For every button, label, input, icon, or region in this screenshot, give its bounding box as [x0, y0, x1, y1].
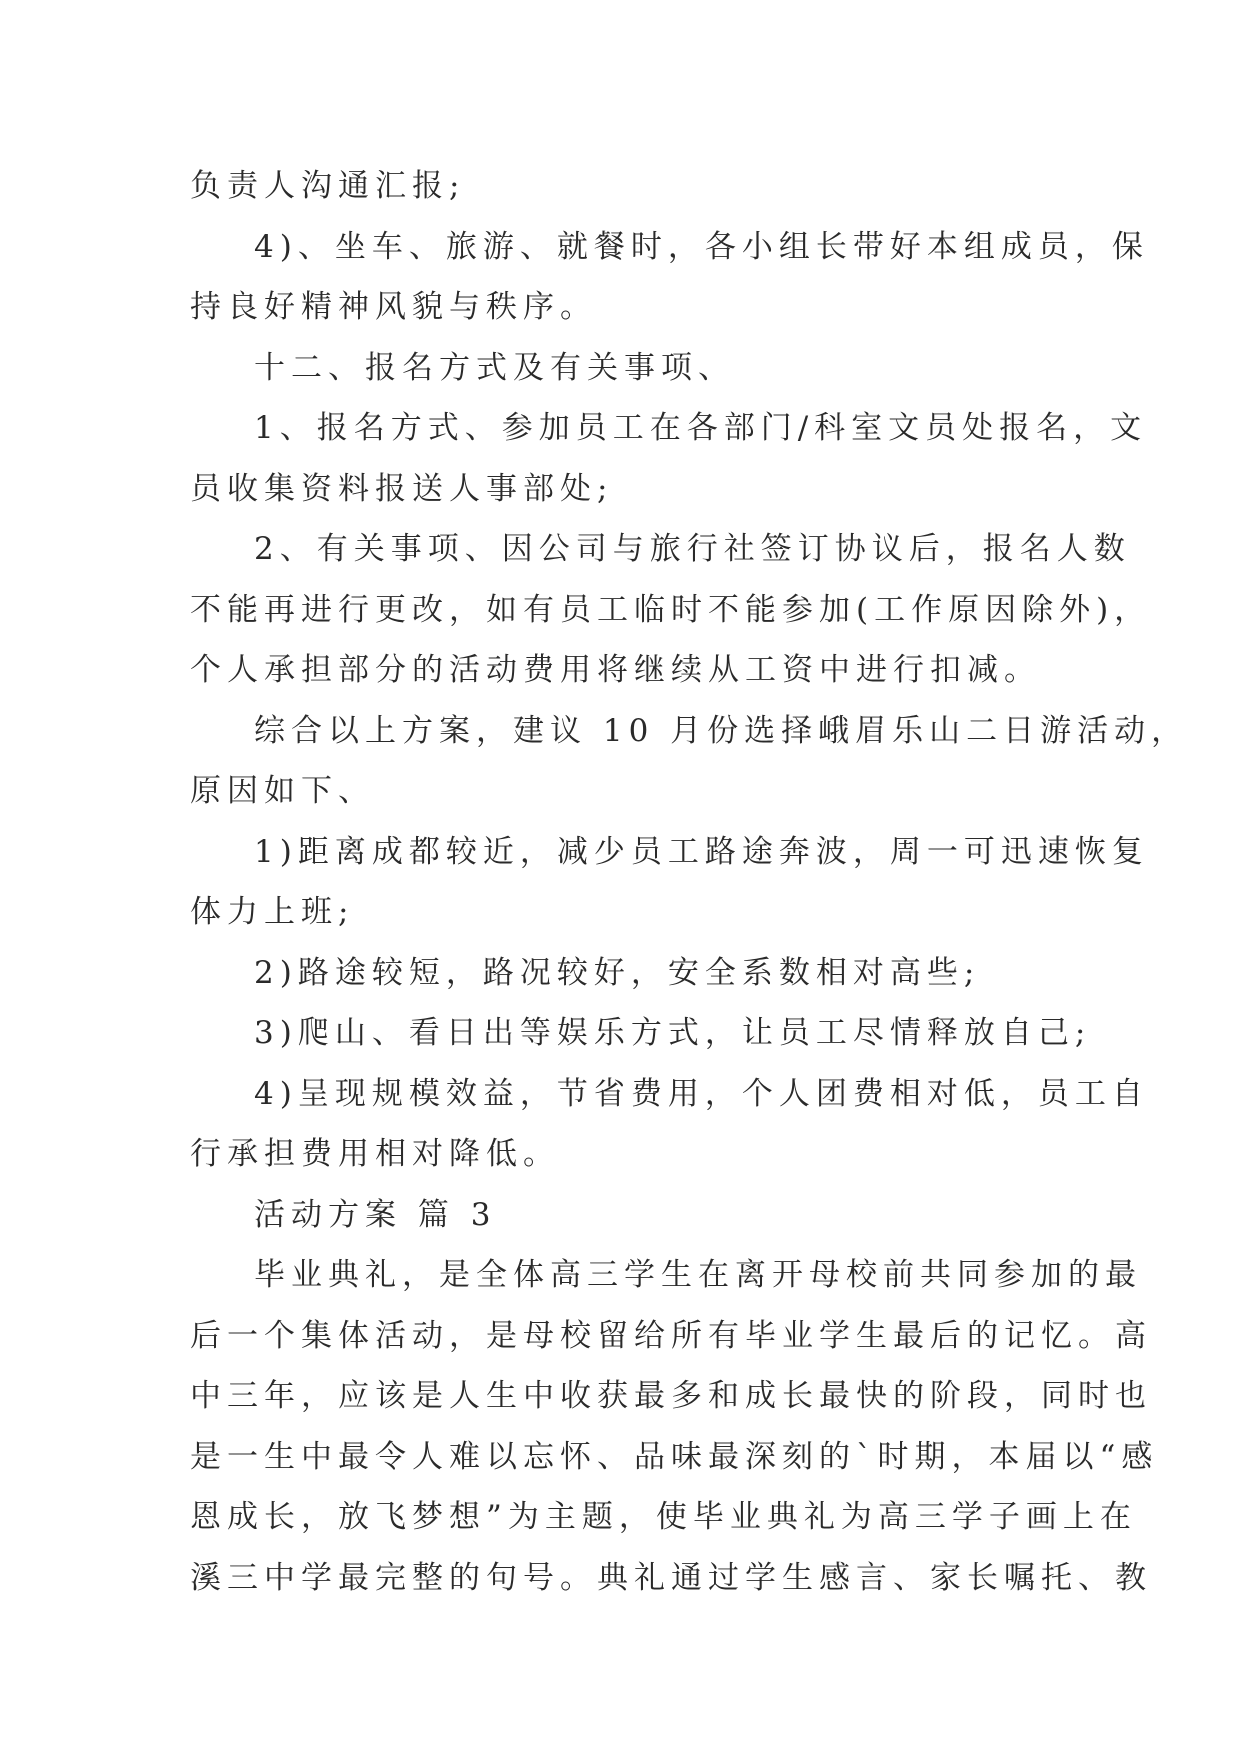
document-body — [190, 156, 1189, 1608]
list-item: 2)路途较短，路况较好，安全系数相对高些; — [254, 954, 981, 991]
text-line: 后一个集体活动，是母校留给所有毕业学生最后的记忆。高 — [190, 1317, 1152, 1354]
text-line: 负责人沟通汇报; — [190, 168, 466, 204]
text-line: 2、有关事项、因公司与旅行社签订协议后，报名人数 — [254, 531, 1131, 567]
text-line: 恩成长，放飞梦想”为主题，使毕业典礼为高三学子画上在 — [190, 1499, 1137, 1535]
text-line: 原因如下、 — [190, 773, 375, 809]
list-item: 1)距离成都较近，减少员工路途奔波，周一可迅速恢复 — [254, 833, 1149, 870]
text-line: 员收集资料报送人事部处; — [190, 470, 614, 507]
text-line: 持良好精神风貌与秩序。 — [190, 289, 597, 325]
text-line: 个人承担部分的活动费用将继续从工资中进行扣减。 — [190, 652, 1041, 688]
text-line: 溪三中学最完整的句号。典礼通过学生感言、家长嘱托、教 — [190, 1559, 1152, 1596]
text-line: 中三年，应该是人生中收获最多和成长最快的阶段，同时也 — [190, 1378, 1152, 1414]
text-line: 毕业典礼，是全体高三学生在离开母校前共同参加的最 — [254, 1257, 1142, 1293]
text-line: 综合以上方案，建议 10 月份选择峨眉乐山二日游活动， — [254, 712, 1189, 749]
list-item: 3)爬山、看日出等娱乐方式，让员工尽情释放自己; — [254, 1015, 1092, 1051]
text-line: 不能再进行更改，如有员工临时不能参加(工作原因除外)， — [190, 591, 1152, 628]
section-heading: 活动方案 篇 3 — [254, 1196, 497, 1233]
list-item: 4)呈现规模效益，节省费用，个人团费相对低，员工自 — [254, 1075, 1149, 1112]
list-item-continuation: 行承担费用相对降低。 — [190, 1136, 560, 1172]
section-heading: 十二、报名方式及有关事项、 — [254, 349, 735, 386]
list-item-continuation: 体力上班; — [190, 894, 355, 930]
text-line: 是一生中最令人难以忘怀、品味最深刻的`时期，本届以“感 — [190, 1438, 1159, 1475]
text-line: 1、报名方式、参加员工在各部门/科室文员处报名，文 — [254, 410, 1148, 446]
text-line: 4)、坐车、旅游、就餐时，各小组长带好本组成员，保 — [254, 228, 1149, 265]
